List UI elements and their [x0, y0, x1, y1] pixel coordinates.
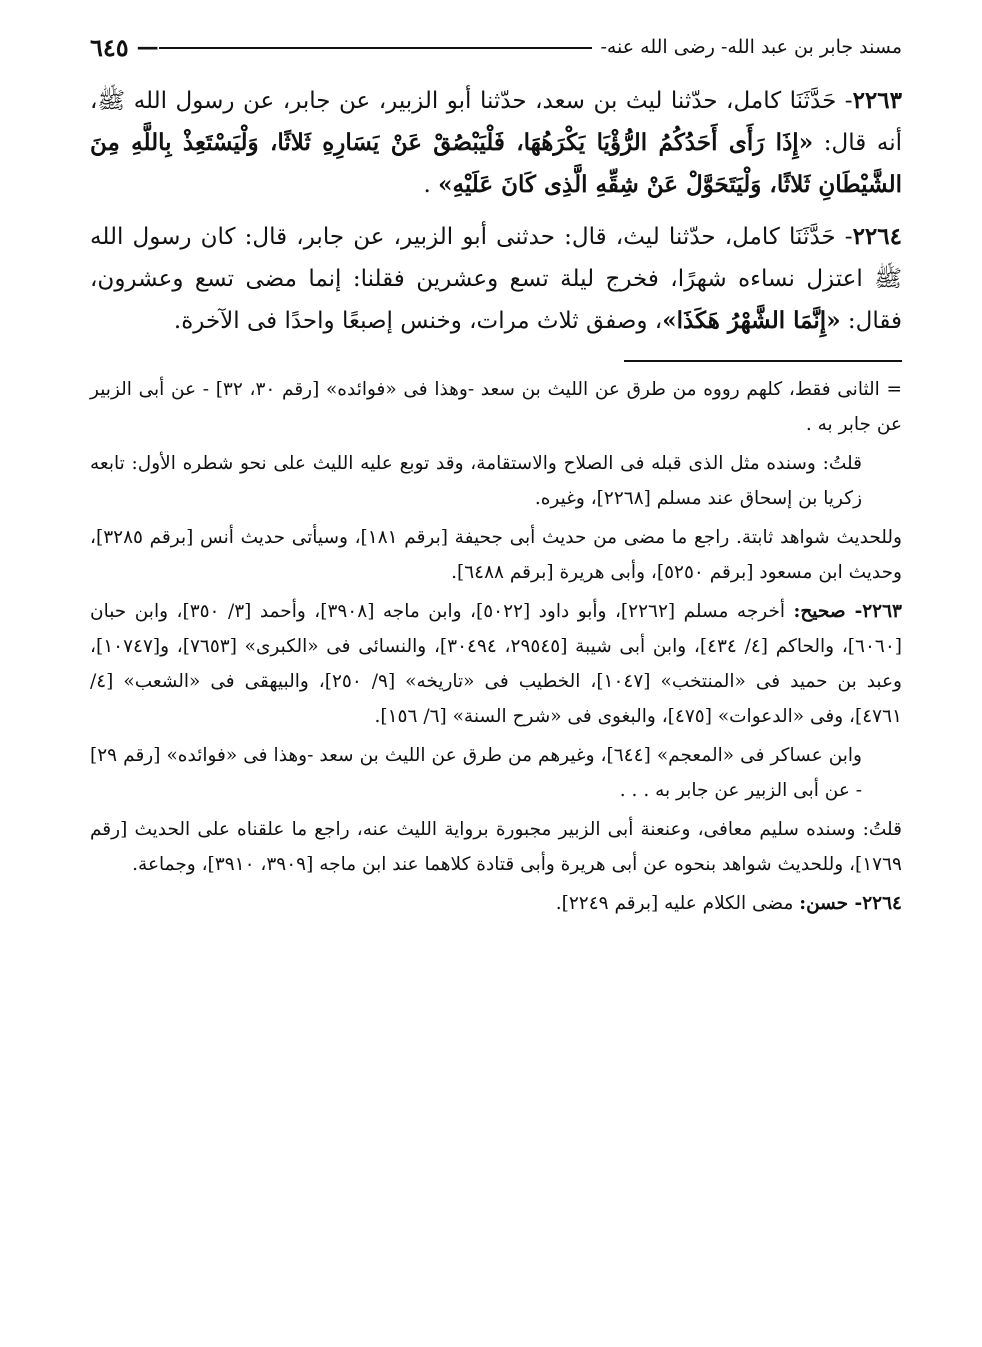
takhrij-grade: ٢٢٦٤- حسن:: [799, 893, 902, 914]
footnote-paragraph: وابن عساكر فى «المعجم» [٦٤٤]، وغيرهم من طرق عن الليث بن سعد -وهذا فى «فوائده» [رقم ٢٩] - عن أبى الزبير عن جابر به . . .: [90, 745, 862, 801]
takhrij-text: أخرجه مسلم [٢٢٦٢]، وأبو داود [٥٠٢٢]، وابن ماجه [٣٩٠٨]، وأحمد [٣/ ٣٥٠]، وابن حبان [٦٠٦٠]، والحاكم [٤/ ٤٣٤]، وابن أبى شيبة [٢٩٥٤٥، ٣٠٤٩٤]، والنسائى فى «الكبرى» [٧٦٥٣]، و[١٠٧٤٧]، وعبد بن حميد فى «المنتخب» [١٠٤٧]، الخطيب فى «تاريخه» [٩/ ٢٥٠]، والبيهقى فى «الشعب» [٤/ ٤٧٦١]، وفى «الدعوات» [٤٧٥]، والبغوى فى «شرح السنة» [٦/ ١٥٦].: [90, 601, 902, 727]
footnote-paragraph: قلتُ: وسنده مثل الذى قبله فى الصلاح والاستقامة، وقد توبع عليه الليث على نحو شطره الأول: تابعه زكريا بن إسحاق عند مسلم [٢٢٦٨]، وغيره.: [90, 453, 862, 509]
footnotes: [90, 372, 902, 921]
hadith-text: ، وصفق ثلاث مرات، وخنس إصبعًا واحدًا فى الآخرة.: [173, 308, 663, 334]
footnote-paragraph: وللحديث شواهد ثابتة. راجع ما مضى من حديث أبى جحيفة [برقم ١٨١]، وسيأتى حديث أنس [برقم ٣٢٨٥]، وحديث ابن مسعود [برقم ٥٢٥٠]، وأبى هريرة [برقم ٦٤٨٨].: [90, 527, 902, 583]
footnote-takhrij-2264: [90, 886, 902, 921]
page-header: [90, 28, 902, 66]
hadith-isnad: - حَدَّثَنَا كامل، حدّثنا ليث، قال: حدثنى أبو الزبير، عن جابر، قال: كان رسول الله ﷺ اعتزل نساءه شهرًا، فخرج ليلة تسع وعشرين فقلنا: إنما مضى تسع وعشرون، فقال:: [90, 224, 902, 334]
main-text: [90, 80, 902, 342]
hadith-isnad: - حَدَّثَنَا كامل، حدّثنا ليث بن سعد، حدّثنا أبو الزبير، عن جابر، عن رسول الله ﷺ، أنه قال:: [90, 88, 902, 156]
takhrij-text: مضى الكلام عليه [برقم ٢٢٤٩].: [555, 893, 800, 914]
page-number: ٦٤٥: [90, 32, 129, 62]
running-title: مسند جابر بن عبد الله- رضى الله عنه-: [600, 36, 902, 58]
footnote-separator: [624, 360, 902, 362]
hadith-end: .: [423, 172, 439, 198]
hadith-matn: «إِنَّمَا الشَّهْرُ هَكَذَا»: [662, 307, 841, 334]
hadith-matn: «إِذَا رَأَى أَحَدُكُمُ الرُّؤْيَا يَكْرَهُهَا، فَلْيَبْصُقْ عَنْ يَسَارِهِ ثَلاثًا، وَلْيَسْتَعِذْ بِاللَّهِ مِنَ الشَّيْطَانِ ثَلاثًا، وَلْيَتَحَوَّلْ عَنْ شِقِّهِ الَّذِى كَانَ عَلَيْهِ»: [90, 129, 902, 198]
footnote-takhrij-2263: [90, 594, 902, 734]
header-rule: [159, 47, 593, 49]
hadith-2264: [90, 216, 902, 342]
hadith-number: ٢٢٦٤: [852, 223, 902, 250]
header-dash: —: [136, 34, 159, 60]
takhrij-grade: ٢٢٦٣- صحيح:: [793, 601, 902, 622]
page: [90, 28, 902, 925]
hadith-number: ٢٢٦٣: [852, 87, 902, 114]
footnote-paragraph: قلتُ: وسنده سليم معافى، وعنعنة أبى الزبير مجبورة برواية الليث عنه، راجع ما علقناه على الحديث [رقم ١٧٦٩]، وللحديث شواهد بنحوه عن أبى هريرة وأبى قتادة كلاهما عند ابن ماجه [٣٩٠٩، ٣٩١٠]، وجماعة.: [90, 819, 902, 875]
hadith-2263: [90, 80, 902, 206]
footnote-paragraph: = الثانى فقط، كلهم رووه من طرق عن الليث بن سعد -وهذا فى «فوائده» [رقم ٣٠، ٣٢] - عن أبى الزبير عن جابر به .: [90, 379, 902, 435]
